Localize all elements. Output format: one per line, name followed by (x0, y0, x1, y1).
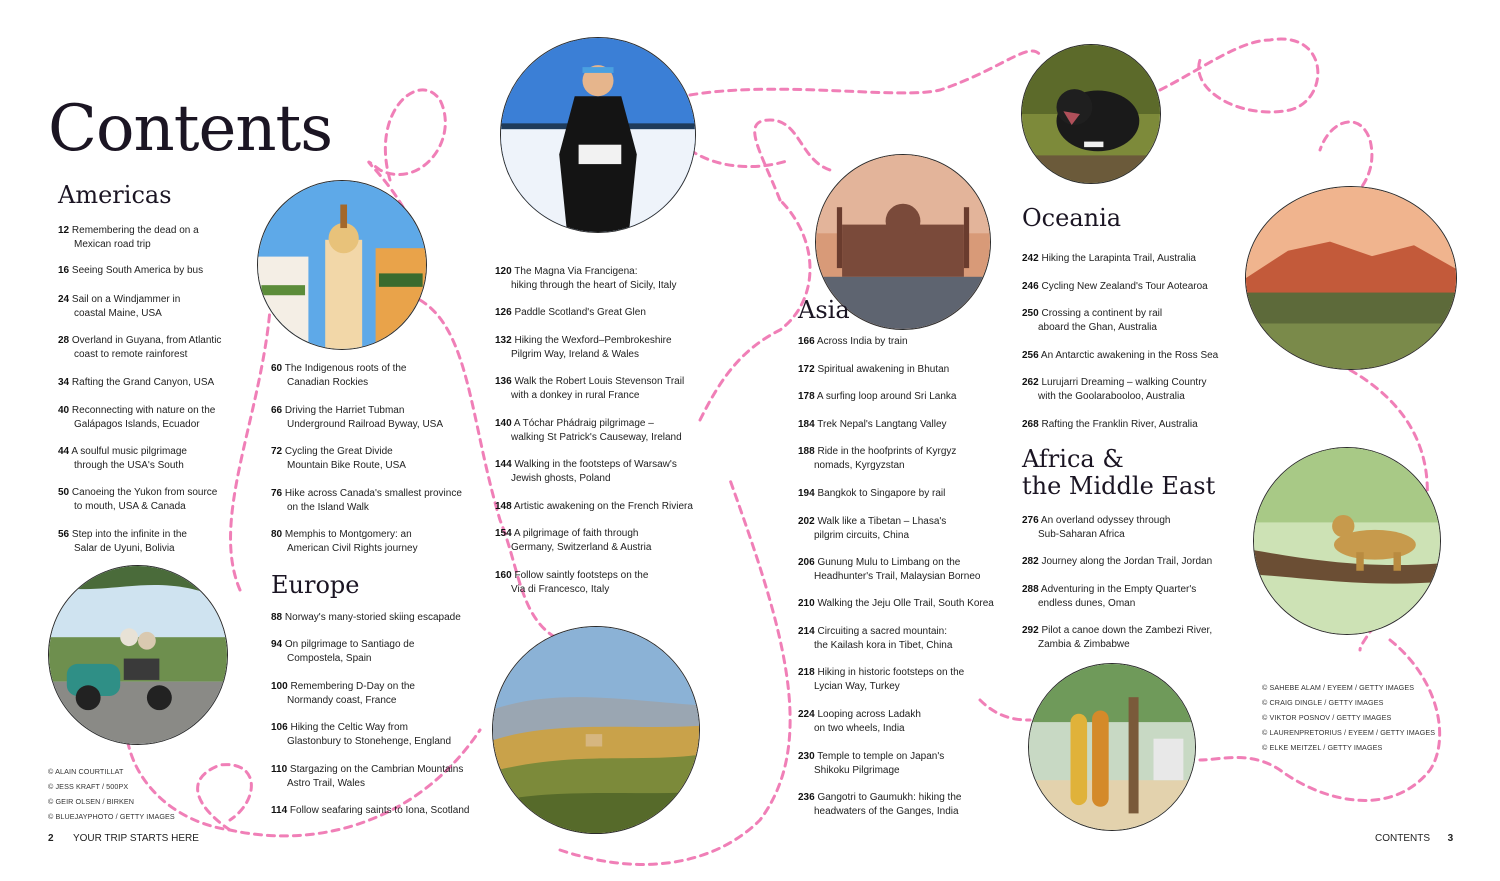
toc-entry-title: Memphis to Montgomery: an (284, 529, 412, 540)
toc-entry-title-continued: nomads, Kyrgyzstan (814, 460, 905, 471)
toc-entry-title-continued: Sub-Saharan Africa (1038, 529, 1125, 540)
toc-entry-line (271, 488, 462, 499)
photo-credit: © GEIR OLSEN / BIRKEN (48, 797, 135, 806)
toc-entry-title: Hiking the Larapinta Trail, Australia (1041, 253, 1196, 264)
toc-entry-title-continued: Mountain Bike Route, USA (287, 460, 406, 471)
toc-page-number: 206 (798, 557, 815, 568)
toc-list-africa-middle-east (1022, 514, 1232, 664)
toc-entry[interactable] (495, 334, 672, 362)
toc-entry[interactable] (798, 708, 921, 736)
photo-credit: © LAURENPRETORIUS / EYEEM / GETTY IMAGES (1262, 728, 1436, 737)
toc-entry[interactable] (798, 418, 947, 432)
toc-entry-title: Hiking in historic footsteps on the (817, 667, 965, 678)
running-head-left: YOUR TRIP STARTS HERE (72, 833, 199, 844)
toc-list-europe-continued (495, 265, 695, 605)
toc-entry[interactable] (495, 458, 677, 486)
footer-right (1375, 833, 1453, 844)
toc-entry-title: A Tóchar Phádraig pilgrimage – (513, 418, 654, 429)
toc-page-number: 214 (798, 626, 815, 637)
toc-entry-line (798, 667, 964, 678)
toc-entry-title: Remembering the dead on a (71, 225, 199, 236)
toc-entry[interactable] (271, 804, 469, 818)
toc-entry-line (1022, 253, 1196, 264)
toc-entry-title-continued: with a donkey in rural France (511, 390, 640, 401)
toc-entry-title: Temple to temple on Japan's (817, 751, 945, 762)
toc-entry-title: On pilgrimage to Santiago de (284, 639, 415, 650)
toc-entry-line (495, 307, 646, 318)
toc-page-number: 120 (495, 266, 512, 277)
toc-entry-title-continued: hiking through the heart of Sicily, Italy (511, 280, 677, 291)
toc-entry-title-continued: with the Goolarabooloo, Australia (1038, 391, 1185, 402)
photo-credits-left (48, 764, 175, 824)
heading-oceania: Oceania (1022, 204, 1122, 232)
toc-page-number: 246 (1022, 281, 1039, 292)
toc-entry-title: Lurujarri Dreaming – walking Country (1041, 377, 1207, 388)
toc-page-number: 288 (1022, 584, 1039, 595)
toc-entry-title: Pilot a canoe down the Zambezi River, (1041, 625, 1213, 636)
toc-entry-title: Circuiting a sacred mountain: (817, 626, 947, 637)
toc-entry[interactable] (58, 264, 203, 278)
toc-page-number: 88 (271, 612, 283, 623)
toc-entry-title: Ride in the hoofprints of Kyrgyz (817, 446, 957, 457)
toc-entry-title: Paddle Scotland's Great Glen (514, 307, 646, 318)
toc-entry-line (271, 405, 404, 416)
toc-entry-line (798, 751, 944, 762)
toc-page-number: 140 (495, 418, 512, 429)
toc-entry-title: Trek Nepal's Langtang Valley (817, 419, 947, 430)
toc-entry[interactable] (798, 363, 949, 377)
toc-entry-title: Artistic awakening on the French Riviera (513, 501, 693, 512)
toc-page-number: 44 (58, 446, 70, 457)
toc-page-number: 28 (58, 335, 70, 346)
toc-entry[interactable] (798, 625, 952, 653)
toc-entry-title: Driving the Harriet Tubman (284, 404, 405, 416)
toc-entry[interactable] (1022, 514, 1170, 542)
toc-page-number: 136 (495, 376, 512, 387)
toc-entry[interactable] (58, 528, 187, 556)
toc-page-number: 256 (1022, 350, 1039, 361)
larapinta-ranges-photo (1245, 186, 1457, 370)
toc-page-number: 16 (58, 265, 70, 276)
toc-entry[interactable] (271, 611, 461, 625)
toc-entry-line (798, 598, 994, 609)
toc-entry-line (271, 681, 415, 692)
toc-page-number: 12 (58, 225, 70, 236)
toc-entry-title-continued: Underground Railroad Byway, USA (287, 418, 444, 430)
toc-entry-title-continued: to mouth, USA & Canada (74, 501, 186, 512)
toc-entry-title-continued: Shikoku Pilgrimage (814, 765, 900, 776)
toc-entry-title: Adventuring in the Empty Quarter's (1040, 584, 1197, 595)
cross-country-skier-photo (500, 37, 696, 233)
toc-entry-title: Reconnecting with nature on the (71, 405, 216, 416)
running-head-right: CONTENTS (1375, 833, 1430, 844)
photo-credit: © BLUEJAYPHOTO / GETTY IMAGES (48, 812, 175, 821)
toc-entry-title-continued: Normandy coast, France (287, 695, 397, 706)
toc-entry[interactable] (495, 527, 651, 555)
toc-entry-title-continued: Galápagos Islands, Ecuador (74, 419, 200, 430)
leopard-in-tree-photo (1253, 447, 1441, 635)
toc-entry-line (271, 612, 461, 623)
toc-entry[interactable] (495, 375, 684, 403)
photo-credit: © ALAIN COURTILLAT (48, 767, 124, 776)
toc-entry[interactable] (58, 445, 187, 473)
cartagena-cathedral-photo (257, 180, 427, 350)
toc-entry-line (58, 487, 217, 498)
photo-credit: © VIKTOR POSNOV / GETTY IMAGES (1262, 713, 1392, 722)
toc-entry-title: Cycling the Great Divide (284, 446, 393, 457)
toc-entry[interactable] (271, 721, 451, 749)
toc-page-number: 132 (495, 335, 512, 346)
toc-entry-title: Hike across Canada's smallest province (284, 487, 462, 499)
toc-entry-title: Sail on a Windjammer in (71, 294, 181, 305)
photo-credit: © JESS KRAFT / 500PX (48, 782, 129, 791)
toc-list-americas (58, 224, 238, 564)
toc-entry-title-continued: American Civil Rights journey (287, 543, 418, 554)
toc-entry[interactable] (1022, 349, 1218, 363)
toc-entry-title-continued: Via di Francesco, Italy (511, 584, 610, 595)
toc-entry-line (1022, 377, 1207, 388)
toc-entry-title: Walking in the footsteps of Warsaw's (514, 459, 677, 470)
toc-entry-line (798, 364, 949, 375)
toc-entry[interactable] (1022, 555, 1212, 569)
toc-entry-title-continued: Glastonbury to Stonehenge, England (287, 736, 452, 747)
toc-entry-title-continued: Zambia & Zimbabwe (1038, 639, 1130, 650)
toc-entry[interactable] (271, 763, 463, 791)
toc-entry[interactable] (58, 224, 199, 252)
toc-page-number: 194 (798, 488, 815, 499)
toc-entry-title: Walk like a Tibetan – Lhasa's (817, 516, 947, 527)
toc-entry[interactable] (58, 404, 215, 432)
toc-page-number: 282 (1022, 556, 1039, 567)
toc-page-number: 144 (495, 459, 512, 470)
toc-entry-title: Step into the infinite in the (71, 529, 187, 540)
toc-entry[interactable] (1022, 252, 1196, 266)
toc-entry[interactable] (495, 500, 693, 514)
toc-page-number: 262 (1022, 377, 1039, 388)
toc-list-americas-continued (271, 362, 471, 562)
heading-africa-middle-east (1022, 446, 1215, 500)
toc-entry-title: Hiking the Wexford–Pembrokeshire (514, 335, 672, 346)
tuscany-hills-photo (492, 626, 700, 834)
toc-entry-line (1022, 281, 1208, 292)
toc-page-number: 160 (495, 570, 512, 581)
toc-entry-line (271, 764, 463, 775)
toc-entry-title: A surfing loop around Sri Lanka (816, 391, 957, 402)
toc-entry[interactable] (1022, 280, 1208, 294)
toc-page-number: 218 (798, 667, 815, 678)
toc-page-number: 268 (1022, 419, 1039, 430)
toc-entry-title: Follow saintly footsteps on the (514, 570, 649, 581)
page-number-right: 3 (1447, 833, 1454, 844)
toc-page-number: 230 (798, 751, 815, 762)
toc-page-number: 236 (798, 792, 815, 803)
toc-entry-title: An Antarctic awakening in the Ross Sea (1040, 350, 1219, 361)
toc-page-number: 250 (1022, 308, 1039, 319)
toc-entry-line (271, 446, 393, 457)
toc-entry-title-continued: Astro Trail, Wales (287, 778, 365, 789)
toc-entry[interactable] (798, 445, 956, 473)
toc-entry-title: A pilgrimage of faith through (513, 528, 639, 539)
toc-page-number: 76 (271, 487, 283, 499)
toc-entry[interactable] (495, 265, 676, 293)
toc-entry[interactable] (798, 750, 944, 778)
toc-entry-title-continued: Mexican road trip (74, 239, 151, 250)
toc-entry[interactable] (798, 556, 980, 584)
toc-entry-line (798, 557, 960, 568)
toc-entry-line (495, 459, 677, 470)
toc-page-number: 178 (798, 391, 815, 402)
toc-entry[interactable] (495, 569, 648, 597)
toc-entry-title: Walk the Robert Louis Stevenson Trail (514, 376, 685, 387)
toc-entry-title-continued: Germany, Switzerland & Austria (511, 542, 652, 553)
toc-entry-title-continued: on the Island Walk (287, 501, 369, 513)
heading-americas: Americas (58, 181, 172, 209)
photo-credit: © ELKE MEITZEL / GETTY IMAGES (1262, 743, 1383, 752)
toc-entry-line (58, 335, 221, 346)
toc-entry-line (495, 335, 672, 346)
toc-entry-line (798, 626, 947, 637)
toc-page-number: 276 (1022, 515, 1039, 526)
toc-entry-line (58, 529, 187, 540)
toc-page-number: 34 (58, 377, 70, 388)
toc-entry[interactable] (798, 335, 908, 349)
footer-left (48, 833, 199, 844)
toc-entry[interactable] (1022, 376, 1207, 404)
toc-page-number: 242 (1022, 253, 1039, 264)
toc-entry-title: Norway's many-storied skiing escapade (284, 612, 461, 623)
toc-entry[interactable] (1022, 583, 1196, 611)
toc-entry-line (271, 805, 469, 816)
toc-page-number: 210 (798, 598, 815, 609)
toc-entry-title-continued: Jewish ghosts, Poland (511, 473, 611, 484)
toc-page-number: 188 (798, 446, 815, 457)
toc-entry-title: Rafting the Grand Canyon, USA (71, 377, 215, 388)
toc-entry-line (495, 418, 654, 429)
toc-entry-line (1022, 515, 1170, 526)
heading-africa-line2: the Middle East (1022, 472, 1216, 500)
photo-credit: © SAHEBE ALAM / EYEEM / GETTY IMAGES (1262, 683, 1415, 692)
toc-entry[interactable] (798, 666, 964, 694)
toc-page-number: 60 (271, 363, 283, 374)
photo-credit: © CRAIG DINGLE / GETTY IMAGES (1262, 698, 1384, 707)
toc-entry-title: Looping across Ladakh (817, 709, 921, 720)
toc-entry-title: The Magna Via Francigena: (514, 266, 638, 277)
toc-entry[interactable] (1022, 624, 1212, 652)
toc-entry[interactable] (58, 376, 214, 390)
toc-entry-line (58, 377, 214, 388)
toc-entry-title-continued: on two wheels, India (814, 723, 905, 734)
toc-entry-title-continued: Lycian Way, Turkey (814, 681, 900, 692)
toc-entry-line (58, 294, 180, 305)
toc-entry-line (798, 709, 921, 720)
toc-entry-line (58, 265, 203, 276)
toc-entry[interactable] (58, 293, 180, 321)
toc-entry-title-continued: Compostela, Spain (287, 653, 372, 664)
toc-page-number: 202 (798, 516, 815, 527)
page-title: Contents (48, 92, 333, 166)
toc-entry[interactable] (58, 486, 217, 514)
toc-entry-title: Gunung Mulu to Limbang on the (817, 557, 961, 568)
toc-entry-line (1022, 625, 1212, 636)
toc-entry[interactable] (798, 597, 994, 611)
toc-entry[interactable] (271, 638, 414, 666)
toc-page-number: 72 (271, 446, 283, 457)
toc-entry[interactable] (495, 306, 646, 320)
toc-entry-line (495, 570, 648, 581)
toc-entry-line (1022, 419, 1198, 430)
toc-page-number: 110 (271, 764, 288, 775)
toc-page-number: 56 (58, 529, 70, 540)
toc-entry-title: Hiking the Celtic Way from (290, 722, 408, 733)
toc-entry-title: Seeing South America by bus (71, 265, 204, 276)
toc-entry-line (58, 225, 199, 236)
toc-entry-title-continued: headwaters of the Ganges, India (814, 806, 959, 817)
toc-entry[interactable] (271, 445, 406, 473)
toc-entry-title-continued: Headhunter's Trail, Malaysian Borneo (814, 571, 981, 582)
toc-entry[interactable] (271, 528, 418, 556)
toc-entry-title: Cycling New Zealand's Tour Aotearoa (1041, 281, 1208, 292)
toc-entry-line (495, 266, 638, 277)
toc-entry-title: Canoeing the Yukon from source (71, 487, 218, 498)
toc-entry[interactable] (798, 390, 956, 404)
toc-entry-title: Bangkok to Singapore by rail (817, 488, 946, 499)
toc-entry-title-continued: the Kailash kora in Tibet, China (814, 640, 953, 651)
toc-entry-line (271, 363, 406, 374)
toc-entry-line (271, 722, 408, 733)
toc-entry-line (271, 639, 414, 650)
toc-entry-title-continued: through the USA's South (74, 460, 184, 471)
toc-page-number: 94 (271, 639, 283, 650)
toc-entry-title: The Indigenous roots of the (284, 363, 407, 374)
toc-entry-line (1022, 308, 1162, 319)
toc-entry-line (1022, 556, 1212, 567)
toc-entry-title: An overland odyssey through (1040, 515, 1171, 526)
toc-entry-title-continued: aboard the Ghan, Australia (1038, 322, 1157, 333)
toc-entry[interactable] (271, 404, 443, 432)
page-number-left: 2 (48, 833, 54, 844)
toc-page-number: 66 (271, 404, 283, 416)
toc-entry[interactable] (798, 791, 961, 819)
toc-entry[interactable] (271, 362, 406, 390)
toc-entry-title: Remembering D-Day on the (290, 681, 415, 692)
toc-entry-line (495, 528, 638, 539)
toc-list-oceania (1022, 252, 1232, 442)
toc-entry-title-continued: coastal Maine, USA (74, 308, 162, 319)
toc-entry-title: Gangotri to Gaumukh: hiking the (817, 792, 962, 803)
toc-list-europe (271, 611, 471, 831)
toc-entry-line (798, 336, 908, 347)
toc-entry-title: Across India by train (816, 336, 908, 347)
toc-entry-title-continued: endless dunes, Oman (1038, 598, 1136, 609)
toc-entry-line (58, 446, 187, 457)
toc-page-number: 80 (271, 529, 283, 540)
toc-entry-title: Crossing a continent by rail (1041, 308, 1163, 319)
toc-entry-line (798, 419, 947, 430)
toc-entry-title-continued: Canadian Rockies (287, 377, 369, 388)
toc-entry-line (798, 446, 956, 457)
toc-entry-title: Overland in Guyana, from Atlantic (71, 335, 222, 346)
toc-entry-line (1022, 350, 1218, 361)
toc-page-number: 24 (58, 294, 70, 305)
toc-page-number: 166 (798, 336, 815, 347)
toc-entry-title-continued: coast to remote rainforest (74, 349, 188, 360)
tasmanian-devil-photo (1021, 44, 1161, 184)
toc-page-number: 40 (58, 405, 70, 416)
toc-page-number: 224 (798, 709, 815, 720)
toc-entry-line (798, 391, 956, 402)
toc-entry-line (1022, 584, 1196, 595)
toc-entry-title: Stargazing on the Cambrian Mountains (289, 764, 464, 775)
toc-entry-line (798, 792, 961, 803)
toc-page-number: 184 (798, 419, 815, 430)
toc-entry-title-continued: Salar de Uyuni, Bolivia (74, 543, 175, 554)
toc-page-number: 106 (271, 722, 288, 733)
toc-entry[interactable] (495, 417, 682, 445)
motorcycle-sidecar-photo (48, 565, 228, 745)
toc-page-number: 100 (271, 681, 288, 692)
toc-page-number: 126 (495, 307, 512, 318)
toc-entry-title: A soulful music pilgrimage (71, 446, 187, 457)
toc-entry-line (798, 516, 946, 527)
toc-page-number: 292 (1022, 625, 1039, 636)
toc-page-number: 154 (495, 528, 512, 539)
toc-entry[interactable] (1022, 307, 1162, 335)
heading-africa-line1: Africa & (1022, 445, 1124, 473)
surfboards-beach-photo (1028, 663, 1196, 831)
toc-page-number: 50 (58, 487, 70, 498)
toc-entry-line (58, 405, 215, 416)
toc-entry[interactable] (1022, 418, 1198, 432)
toc-entry-line (798, 488, 945, 499)
toc-entry-line (495, 376, 684, 387)
toc-page-number: 148 (495, 501, 512, 512)
toc-entry-title: Follow seafaring saints to Iona, Scotland (289, 805, 470, 816)
toc-entry-line (271, 529, 412, 540)
heading-asia: Asia (798, 296, 850, 324)
toc-page-number: 172 (798, 364, 815, 375)
toc-entry-title: Walking the Jeju Olle Trail, South Korea (817, 598, 994, 609)
toc-entry-title-continued: pilgrim circuits, China (814, 530, 910, 541)
toc-entry-title: Journey along the Jordan Trail, Jordan (1041, 556, 1213, 567)
toc-list-asia (798, 335, 998, 825)
toc-entry[interactable] (271, 487, 462, 515)
toc-page-number: 114 (271, 805, 288, 816)
toc-entry[interactable] (271, 680, 415, 708)
toc-entry-title: Rafting the Franklin River, Australia (1041, 419, 1198, 430)
toc-entry-title: Spiritual awakening in Bhutan (817, 364, 950, 375)
toc-entry-title-continued: walking St Patrick's Causeway, Ireland (511, 432, 682, 443)
toc-entry-title-continued: Pilgrim Way, Ireland & Wales (511, 349, 639, 360)
toc-entry[interactable] (798, 515, 946, 543)
toc-entry[interactable] (798, 487, 945, 501)
toc-entry-line (495, 501, 693, 512)
photo-credits-right (1262, 680, 1435, 755)
heading-europe: Europe (271, 571, 360, 599)
toc-entry[interactable] (58, 334, 221, 362)
